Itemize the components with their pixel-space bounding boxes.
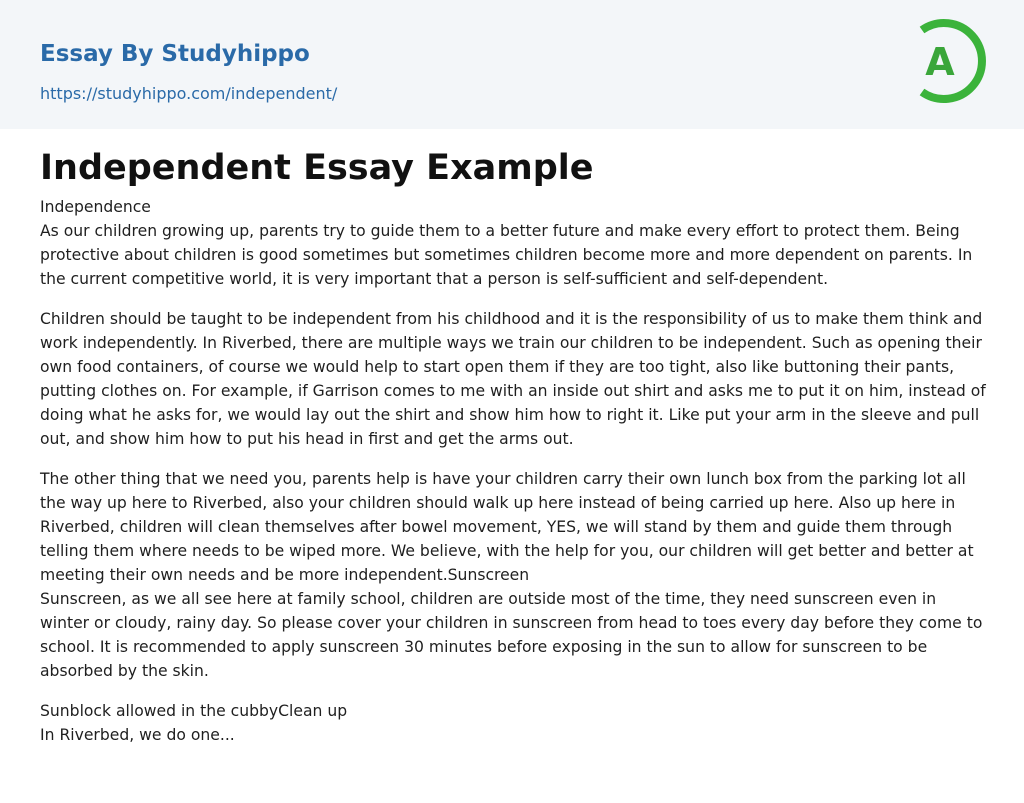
- site-header: [0, 0, 1024, 129]
- page-title: Independent Essay Example: [40, 148, 594, 188]
- brand-name[interactable]: Essay By Studyhippo: [40, 41, 310, 67]
- essay-paragraph: [40, 467, 986, 683]
- essay-paragraph: [40, 307, 986, 451]
- essay-paragraph: [40, 195, 986, 291]
- essay-text: The other thing that we need you, parents help is have your children carry their own lunch box from the parking lot all the way up here to Riverbed, also your children should walk up here instead of being carried up here. Also up here in Riverbed, children will clean themselves after bowel movement, YES, we will stand by them and guide them through telling them where needs to be wiped more. We believe, with the help for you, our children will get better and better at meeting their own needs and be more independent.Sunscreen: [40, 470, 974, 584]
- studyhippo-logo-icon[interactable]: [908, 16, 992, 106]
- essay-text: In Riverbed, we do one...: [40, 726, 235, 744]
- essay-text: Sunblock allowed in the cubbyClean up: [40, 702, 348, 720]
- essay-text: Sunscreen, as we all see here at family school, children are outside most of the time, they need sunscreen even in winter or cloudy, rainy day. So please cover your children in sunscreen from head to toes every day before they come to school. It is recommended to apply sunscreen 30 minutes before exposing in the sun to allow for sunscreen to be absorbed by the skin.: [40, 590, 983, 680]
- essay-url-link[interactable]: https://studyhippo.com/independent/: [40, 84, 338, 103]
- essay-text: As our children growing up, parents try to guide them to a better future and make every effort to protect them. Being protective about children is good sometimes but sometimes children become more and more dependent on parents. In the current competitive world, it is very important that a person is self-sufficient and self-dependent.: [40, 222, 973, 288]
- essay-text: Children should be taught to be independent from his childhood and it is the responsibility of us to make them think and work independently. In Riverbed, there are multiple ways we train our children to be independent. Such as opening their own food containers, of course we would help to start open them if they are too tight, also like buttoning their pants, putting clothes on. For example, if Garrison comes to me with an inside out shirt and asks me to put it on him, instead of doing what he asks for, we would lay out the shirt and show him how to right it. Like put your arm in the sleeve and pull out, and show him how to put his head in first and get the arms out.: [40, 310, 986, 448]
- essay-body: [40, 195, 986, 747]
- essay-section-heading: Independence: [40, 198, 151, 216]
- essay-paragraph: [40, 699, 986, 747]
- logo-letter: A: [925, 40, 955, 84]
- article: [40, 145, 986, 763]
